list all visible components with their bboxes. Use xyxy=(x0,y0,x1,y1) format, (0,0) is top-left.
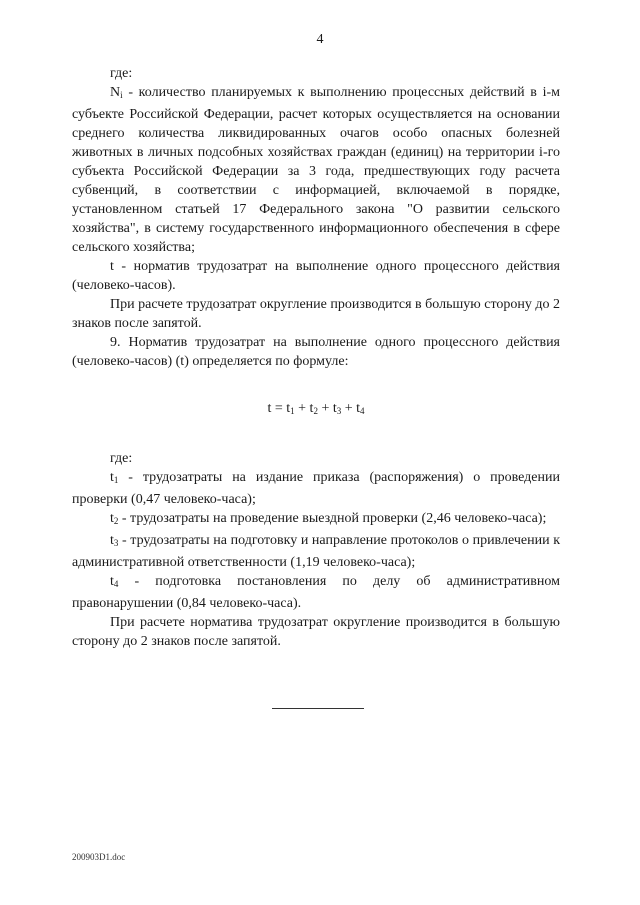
formula-lhs: t = t xyxy=(267,401,291,416)
definition-t1 xyxy=(72,468,560,509)
definition-t4 xyxy=(72,572,560,613)
t4-subscript: 4 xyxy=(113,579,119,589)
formula-sub-4: 4 xyxy=(360,406,365,416)
formula-sub-3: 3 xyxy=(336,406,342,416)
end-divider xyxy=(272,708,364,709)
rounding-note-1: При расчете трудозатрат округление производится в большую сторону до 2 знаков после запятой. xyxy=(72,297,560,331)
document-body xyxy=(72,64,560,651)
footer-filename: 200903D1.doc xyxy=(72,852,126,862)
item-9-paragraph: 9. Норматив трудозатрат на выполнение одного процессного действия (человеко-часов) (t) определяется по формуле: xyxy=(72,335,560,369)
formula-sub-2: 2 xyxy=(313,406,318,416)
t4-letter: t xyxy=(110,574,114,589)
n-definition-text: - количество планируемых к выполнению процессных действий в i-м субъекте Российской Федерации, расчет которых осуществляется на основании среднего количества ликвидированных очагов особо опасных болезней животных в личных подсобных хозяйствах граждан (единиц) на территории i-го субъекта Российской Федерации за 3 года, предшествующих году расчета субвенций, в соответствии с информацией, включаемой в порядке, установленном статьей 17 Федерального закона "О развитии сельского хозяйства", в систему государственного информационного обеспечения в сфере сельского хозяйства; xyxy=(72,85,560,255)
definition-t: t - норматив трудозатрат на выполнение одного процессного действия (человеко-часов). xyxy=(72,259,560,293)
formula xyxy=(72,399,560,421)
t3-subscript: 3 xyxy=(113,538,119,548)
where-label-1: где: xyxy=(110,66,133,81)
t3-text: - трудозатраты на подготовку и направление протоколов о привлечении к административной ответственности (1,19 человеко-часа); xyxy=(72,533,560,570)
n-variable: N xyxy=(110,85,121,100)
definition-t2 xyxy=(72,509,560,531)
t4-text: - подготовка постановления по делу об административном правонарушении (0,84 человеко-часа). xyxy=(72,574,560,611)
formula-term-2: + t xyxy=(294,401,314,416)
n-subscript: i xyxy=(120,90,123,100)
formula-term-3: + t xyxy=(317,401,337,416)
t1-subscript: 1 xyxy=(113,475,119,485)
t2-text: - трудозатраты на проведение выездной проверки (2,46 человеко-часа); xyxy=(118,511,547,526)
formula-term-4: + t xyxy=(341,401,361,416)
definition-t3 xyxy=(72,531,560,572)
t3-letter: t xyxy=(110,533,114,548)
t2-letter: t xyxy=(110,511,114,526)
rounding-note-2: При расчете норматива трудозатрат округление производится в большую сторону до 2 знаков после запятой. xyxy=(72,615,560,649)
t1-letter: t xyxy=(110,470,114,485)
t1-text: - трудозатраты на издание приказа (распоряжения) о проведении проверки (0,47 человеко-часа); xyxy=(72,470,560,507)
where-label-2: где: xyxy=(110,451,133,466)
definition-n xyxy=(72,83,560,257)
formula-sub-1: 1 xyxy=(290,406,295,416)
t2-subscript: 2 xyxy=(113,516,119,526)
page-number: 4 xyxy=(316,32,324,47)
